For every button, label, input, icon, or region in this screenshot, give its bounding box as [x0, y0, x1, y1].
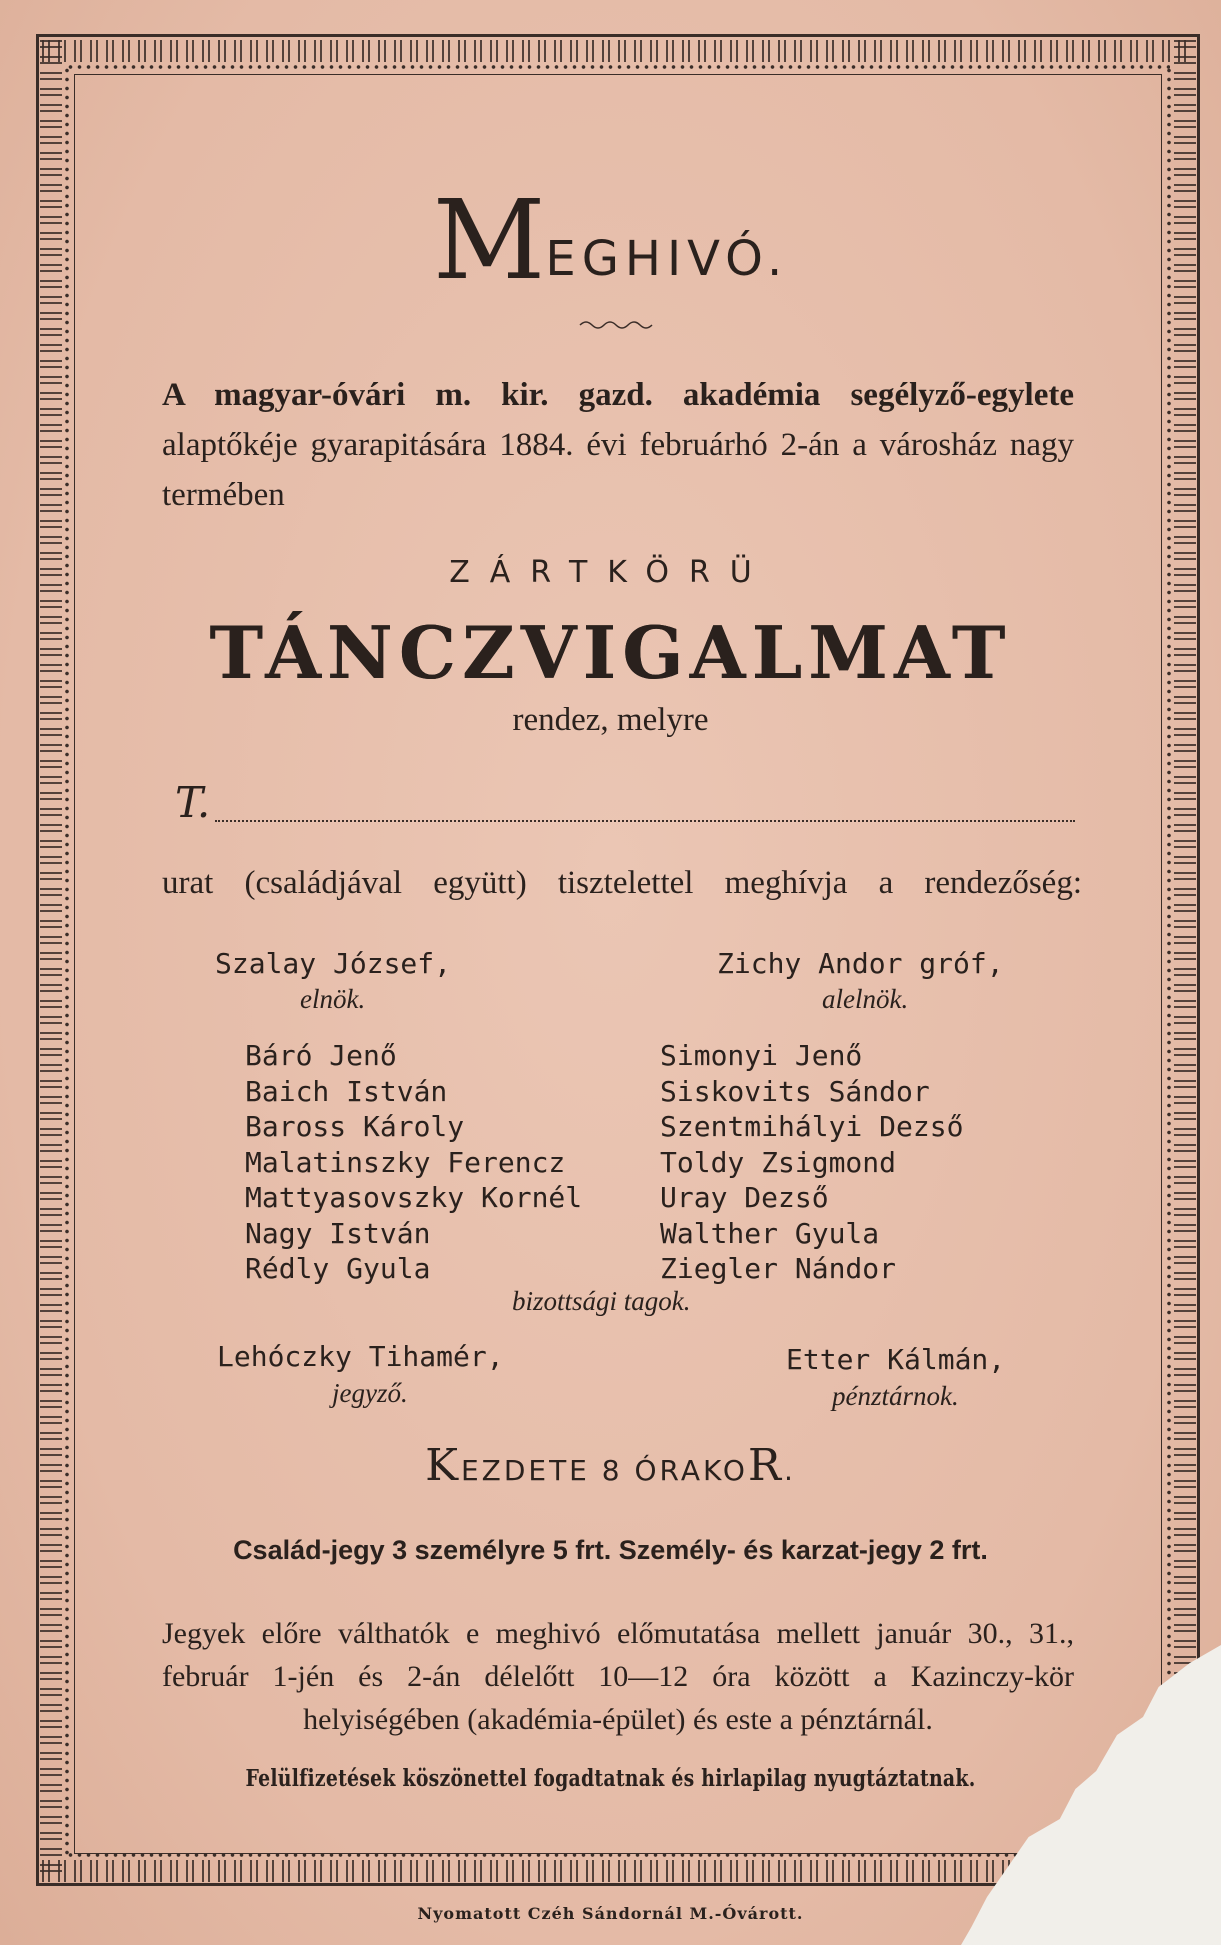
intro-paragraph: [162, 370, 1074, 520]
committee-member: Siskovits Sándor: [660, 1074, 930, 1108]
invitee-line: [175, 778, 1075, 830]
ticket-prices: Család-jegy 3 személyre 5 frt. Személy- és karzat-jegy 2 frt.: [233, 1535, 988, 1565]
start-text: EZDETE 8 ÓRAKO: [460, 1454, 748, 1487]
title-initial: M: [432, 176, 546, 304]
donations-note: Felülfizetések köszönettel fogadtatnak és hirlapilag nyugtáztatnak.: [245, 1765, 976, 1792]
committee-member: Toldy Zsigmond: [660, 1145, 897, 1179]
committee-member: Baross Károly: [245, 1110, 465, 1143]
treasurer-role: pénztárnok.: [832, 1381, 959, 1411]
committee-member: Malatinszky Ferencz: [245, 1145, 566, 1179]
sale-info: Jegyek előre válthatók e meghivó előmutatása mellett január 30., 31., február 1-jén és 2-án délelőtt 10—12 óra között a Kazinczy-kör helyiségében (akadémia-épület) és este a pénztárnál.: [162, 1617, 1074, 1736]
committee-member: Báró Jenő: [245, 1039, 397, 1072]
intro-rest: alaptőkéje gyarapitására 1884. évi februárhó 2-án a városház nagy termében: [162, 427, 1074, 513]
flourish-ornament: [578, 318, 658, 332]
vice-president-role: alelnök.: [822, 984, 909, 1014]
committee-right-column: [660, 1038, 963, 1287]
invitation-line: urat (családjával együtt) tisztelettel meghívja a rendezőség:: [162, 865, 1082, 901]
event-kind: ZÁRTKÖRÜ: [449, 555, 772, 590]
treasurer-name: Etter Kálmán,: [786, 1343, 1006, 1376]
event-name: TÁNCZVIGALMAT: [209, 610, 1012, 695]
committee-member: Uray Dezső: [660, 1181, 829, 1214]
vice-president-name: Zichy Andor gróf,: [717, 947, 1004, 980]
committee-member: Rédly Gyula: [245, 1252, 431, 1285]
printer-imprint: Nyomatott Czéh Sándornál M.-Óvárott.: [417, 1904, 804, 1923]
committee-member: Baich István: [245, 1074, 448, 1108]
committee-member: Nagy István: [245, 1216, 431, 1250]
invitee-prefix: T.: [175, 778, 211, 827]
committee-member: Walther Gyula: [660, 1216, 880, 1250]
invitee-dotted-blank: [215, 820, 1075, 822]
committee-member: Mattyasovszky Kornél: [245, 1181, 583, 1214]
secretary-role: jegyző.: [332, 1378, 408, 1408]
president-role: elnök.: [300, 984, 366, 1014]
invitation-title: [0, 176, 1221, 304]
intro-bold: A magyar-óvári m. kir. gazd. akadémia segélyző-egylete: [162, 377, 1074, 413]
start-time: [0, 1440, 1221, 1491]
committee-left-column: [245, 1038, 582, 1287]
start-end: .: [784, 1454, 796, 1487]
title-rest: EGHIVÓ.: [545, 231, 789, 287]
committee-member: Simonyi Jenő: [660, 1039, 863, 1072]
start-cap-initial: K: [425, 1440, 461, 1491]
committee-label: bizottsági tagok.: [512, 1286, 691, 1316]
committee-member: Ziegler Nándor: [660, 1252, 897, 1285]
committee-member: Szentmihályi Dezső: [660, 1110, 964, 1143]
event-rendez: rendez, melyre: [512, 702, 709, 738]
president-name: Szalay József,: [215, 947, 452, 980]
secretary-name: Lehóczky Tihamér,: [217, 1340, 504, 1373]
start-cap-final: R: [747, 1440, 785, 1491]
